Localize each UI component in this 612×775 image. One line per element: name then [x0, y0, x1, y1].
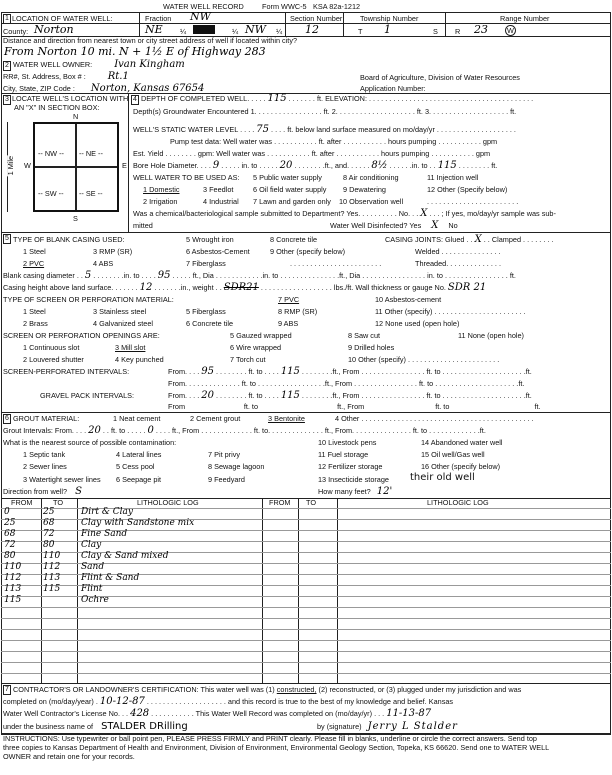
grout-rest: . . . . ft., From . . . . . . . . . . . . . ft. to. . . . . . . . . . . . . . ft., From. . . . . . . . . . . . . . . ft. to . . . . . . . . . . . . .ft.: [155, 426, 486, 435]
opening-option[interactable]: 6 Wire wrapped: [230, 343, 282, 352]
log-description[interactable]: Flint: [81, 584, 103, 595]
static-level-line: [133, 124, 516, 135]
use-option-selected[interactable]: 1 Domestic: [143, 185, 180, 194]
screen-option[interactable]: 1 Steel: [23, 307, 46, 316]
bore-line: [133, 160, 497, 171]
opening-option[interactable]: 4 Key punched: [115, 355, 164, 364]
contamination-option[interactable]: 7 Pit privy: [208, 450, 241, 459]
section-number: 2: [3, 61, 11, 71]
feet-line: [318, 486, 394, 498]
casing-other-blank[interactable]: . . . . . . . . . . . . . . . . . . . . . . .: [290, 259, 382, 268]
casing-option[interactable]: 1 Steel: [23, 247, 46, 256]
use-option[interactable]: 12 Other (Specify below): [427, 185, 508, 194]
record-completed-label: . . . . . . . . . . . This Water Well Record was completed on (mo/day/yr) . . .: [151, 709, 385, 718]
nw-quadrant[interactable]: -- NW --: [38, 149, 64, 158]
log-from[interactable]: 115: [4, 595, 22, 606]
township-s: S: [433, 27, 438, 36]
divider: [1, 232, 611, 233]
glued-mark[interactable]: X: [474, 234, 482, 245]
disinfected-line: [330, 220, 458, 231]
contamination-option[interactable]: 13 Insecticide storage: [318, 475, 389, 484]
use-option[interactable]: 3 Feedlot: [203, 185, 234, 194]
casing-option[interactable]: 8 Concrete tile: [270, 235, 318, 244]
opening-option[interactable]: 8 Saw cut: [348, 331, 381, 340]
license-value[interactable]: 428: [130, 708, 150, 719]
direction-line: [3, 486, 84, 498]
casing-joints-label: CASING JOINTS: Glued . .: [385, 235, 473, 244]
township-t: T: [358, 27, 363, 36]
divider: [285, 12, 286, 36]
contamination-option[interactable]: 2 Sewer lines: [23, 462, 67, 471]
west-label: W: [24, 161, 31, 170]
est-yield-text: Est. Yield . . . . . . . . gpm: Well water was . . . . . . . . . . . ft. after . . . . . . . . . . . hours pumping . . . . . . . . . . . gpm: [133, 149, 491, 158]
screen-option[interactable]: 4 Galvanized steel: [93, 319, 154, 328]
township-label: Township Number: [360, 14, 419, 23]
license-label: Water Well Contractor's License No. . .: [3, 709, 129, 718]
bore-and: . . . . . . . .ft., and. . . . . .: [294, 161, 370, 170]
welded-option[interactable]: Welded . . . . . . . . . . . . . . .: [415, 247, 501, 256]
est-yield-line: [133, 148, 490, 159]
bore-to: . . . . . in. to . . . . .: [221, 161, 278, 170]
screen-interval-line: [168, 366, 532, 378]
quarter-mark: ¼: [232, 27, 239, 36]
log-to[interactable]: 80: [43, 540, 55, 551]
screen-option[interactable]: 2 Brass: [23, 319, 48, 328]
section-number-label: Section Number: [290, 14, 343, 23]
gravel-from-value[interactable]: 20: [201, 390, 214, 401]
log-description[interactable]: Clay: [81, 540, 102, 551]
openings-label: SCREEN OR PERFORATION OPENINGS ARE:: [3, 331, 160, 340]
from-label: From. . . .: [168, 391, 200, 400]
log-to[interactable]: 110: [43, 551, 61, 562]
bore-depth-2[interactable]: 115: [437, 160, 457, 171]
record-completed-date[interactable]: 11-13-87: [386, 708, 432, 719]
header-log: LITHOLOGIC LOG: [137, 498, 199, 507]
bore-ft: . . . . . . . . ft.: [458, 161, 498, 170]
clamped-option[interactable]: . . Clamped . . . . . . . .: [483, 235, 554, 244]
section-number: 1: [3, 14, 11, 24]
log-from[interactable]: 113: [4, 584, 22, 595]
use-option[interactable]: 5 Public water supply: [253, 173, 322, 182]
form-number: Form WWC-5: [262, 2, 307, 11]
pump-test-line: [170, 136, 497, 147]
chem-sample-label: Was a chemical/bacteriological sample submitted to Department? Yes. . . . . . . . . . No. . .: [133, 209, 419, 218]
blank-casing-label: Blank casing diameter . .: [3, 271, 83, 280]
blank-casing-to: . . . . . . . .in. to . . . .: [93, 271, 156, 280]
city-label: City, State, ZIP Code :: [3, 84, 75, 93]
sw-quadrant[interactable]: -- SW --: [38, 189, 64, 198]
blank-casing-line: [3, 270, 516, 282]
casing-option-selected[interactable]: 2 PVC: [23, 259, 45, 268]
fraction-top-value[interactable]: NW: [190, 10, 211, 23]
blank-casing-rest: . . . . . ft., Dia . . . . . . . . . . . .in. to . . . . . . . . . . . . . . .ft., Dia . . . . . . . . . . . . . . . . in. to . . . . . . . . . . . . . . . . ft.: [172, 271, 516, 280]
opening-option-selected[interactable]: 3 Mill slot: [115, 343, 146, 352]
range-r: R: [455, 27, 461, 36]
header-to-2: TO: [306, 498, 317, 507]
county-label: County:: [3, 27, 29, 36]
section-number: 5: [3, 234, 11, 244]
contamination-option[interactable]: 14 Abandoned water well: [421, 438, 503, 447]
divider: [128, 93, 129, 232]
grout-option[interactable]: 4 Other . . . . . . . . . . . . . . . . . . . . . . . . . . . . . . . . . . . . . . . . . . .: [335, 414, 534, 423]
business-line: [3, 721, 190, 733]
header-from: FROM: [11, 498, 33, 507]
chem-no-mark[interactable]: X: [420, 208, 428, 219]
log-description[interactable]: Ochre: [81, 595, 109, 606]
use-option[interactable]: 2 Irrigation: [143, 197, 178, 206]
location-label: LOCATION OF WATER WELL:: [12, 14, 113, 23]
range-direction-circled[interactable]: W: [507, 26, 514, 35]
form-title: WATER WELL RECORD: [163, 2, 244, 11]
casing-weight-struck[interactable]: SDR21: [223, 282, 259, 293]
contamination-option[interactable]: 9 Feedyard: [208, 475, 245, 484]
completed-rest: . . . . . . . . . . . . . . . . . . . . and this record is true to the best of my knowledge and belief. Kansas: [146, 697, 454, 706]
log-from[interactable]: 25: [4, 518, 16, 529]
screen-option[interactable]: 11 Other (specify) . . . . . . . . . . . . . . . . . . . . . . .: [375, 307, 526, 316]
casing-height-label: Casing height above land surface. . . . . . .: [3, 283, 138, 292]
north-label: N: [73, 112, 79, 121]
log-description[interactable]: Flint & Sand: [81, 573, 140, 584]
address-label: RR#, St. Address, Box # :: [3, 72, 86, 81]
header-log-2: LITHOLOGIC LOG: [427, 498, 489, 507]
divider: [298, 499, 299, 684]
divider: [262, 499, 263, 684]
divider: [1, 412, 611, 413]
distance-label: Distance and direction from nearest town or city street address of well if located within city?: [3, 36, 298, 45]
static-level-label: WELL'S STATIC WATER LEVEL . . . .: [133, 125, 255, 134]
ft-to-label: . . . . . . . . ft. to . . . .: [215, 391, 279, 400]
section-number: 4: [131, 95, 139, 105]
instructions-line: three copies to Kansas Department of Health and Environment, Division of Environment, Environmental Geology Section, Topeka, KS 66620. Send one to WATER WELL: [3, 743, 550, 752]
fraction-c-value[interactable]: NW: [245, 23, 266, 36]
screen-from-value[interactable]: 95: [201, 366, 214, 377]
static-level-value[interactable]: 75: [256, 124, 270, 135]
section-number: 7: [3, 685, 11, 695]
lithologic-log-table: [1, 498, 611, 684]
log-description[interactable]: Dirt & Clay: [81, 507, 133, 518]
application-number-label: Application Number:: [360, 84, 426, 93]
locate-label: LOCATE WELL'S LOCATION WITH: [12, 94, 129, 103]
contamination-option[interactable]: 16 Other (specify below): [421, 462, 501, 471]
east-label: E: [122, 161, 127, 170]
signature-line: [317, 721, 460, 733]
casing-option[interactable]: 6 Asbestos-Cement: [186, 247, 250, 256]
row-divider: [1, 673, 611, 674]
bore-diameter-2[interactable]: 8½: [371, 160, 388, 171]
interval-rest: . . . . . . . .ft., From . . . . . . . . . . . . . . . . ft. to . . . . . . . . . . . . . . . . . . . . .ft.: [301, 367, 532, 376]
row-divider: [1, 618, 611, 619]
bore-label: Bore Hole Diameter. . . .: [133, 161, 211, 170]
fraction-label: Fraction: [145, 14, 172, 23]
redaction-mark: [193, 25, 215, 34]
disinfected-yes-mark[interactable]: X: [431, 220, 439, 231]
casing-height-line: [3, 282, 488, 294]
screen-option[interactable]: 12 None used (open hole): [375, 319, 460, 328]
mile-label: 1 Mile: [6, 155, 16, 176]
contamination-option[interactable]: 3 Watertight sewer lines: [23, 475, 101, 484]
instructions-line: INSTRUCTIONS: Use typewriter or ball point pen, PLEASE PRESS FIRMLY and PRINT clearly. Please fill in blanks, underline or circle the correct answers. Send top: [3, 734, 537, 743]
depth-label: DEPTH OF COMPLETED WELL. . . . .: [141, 94, 266, 103]
screen-option-selected[interactable]: 7 PVC: [278, 295, 300, 304]
use-option[interactable]: 7 Lawn and garden only: [253, 197, 331, 206]
divider: [445, 12, 446, 36]
grout-option-selected[interactable]: 3 Bentonite: [268, 414, 305, 423]
opening-option[interactable]: 10 Other (specify) . . . . . . . . . . . . . . . . . . . . . . .: [348, 355, 500, 364]
opening-option[interactable]: 5 Gauzed wrapped: [230, 331, 292, 340]
gauge-value[interactable]: SDR 21: [447, 282, 487, 293]
opening-option[interactable]: 11 None (open hole): [458, 331, 524, 340]
casing-option[interactable]: 3 RMP (SR): [93, 247, 133, 256]
screen-option[interactable]: 5 Fiberglass: [186, 307, 226, 316]
certification-line: [13, 684, 521, 696]
divider: [35, 166, 117, 168]
address-line: [3, 71, 131, 83]
depth-value[interactable]: 115: [267, 93, 287, 104]
log-from[interactable]: 0: [4, 507, 10, 518]
casing-weight-label: . . . . . . .in., weight . .: [154, 283, 222, 292]
quarter-mark: ¼: [180, 27, 187, 36]
signature[interactable]: Jerry L Stalder: [367, 721, 458, 732]
direction-value[interactable]: S: [75, 486, 82, 497]
other-contamination-value[interactable]: their old well: [410, 472, 475, 483]
casing-height-value[interactable]: 12: [139, 282, 153, 293]
log-from[interactable]: 72: [4, 540, 16, 551]
row-divider: [1, 651, 611, 652]
log-from[interactable]: 80: [4, 551, 16, 562]
header-from-2: FROM: [269, 498, 291, 507]
gravel-interval-line: [168, 390, 532, 402]
bore-depth-1[interactable]: 20: [279, 160, 293, 171]
board-label: Board of Agriculture, Division of Water Resources: [360, 73, 520, 82]
contamination-option[interactable]: 6 Seepage pit: [116, 475, 162, 484]
ft-to-label: . . . . . . . . ft. to . . . .: [215, 367, 279, 376]
disinfected-label: Water Well Disinfected? Yes: [330, 221, 422, 230]
log-description[interactable]: Sand: [81, 562, 105, 573]
distance-value[interactable]: From Norton 10 mi. N + 1½ E of Highway 283: [4, 45, 266, 58]
groundwater-label: Depth(s) Groundwater Encountered 1. . . . . . . . . . . . . . . . . ft. 2. . . . . . . . . . . . . . . . . . . . ft. 3. . . . . . . . . . . . . . . . . . . . ft.: [133, 107, 517, 116]
screen-option[interactable]: 6 Concrete tile: [186, 319, 234, 328]
screen-to-value[interactable]: 115: [280, 366, 300, 377]
groundwater-line: [133, 106, 516, 117]
grout-from-value[interactable]: 20: [88, 425, 101, 436]
section-number: 6: [3, 414, 11, 424]
gravel-to-value[interactable]: 115: [280, 390, 300, 401]
mitted-label: mitted: [133, 221, 153, 230]
gravel-blank[interactable]: From ft. to ft., From ft. to ft.: [168, 402, 541, 411]
business-name-value[interactable]: STALDER DRilling: [101, 721, 188, 732]
gravel-pack-label: GRAVEL PACK INTERVALS:: [40, 391, 135, 400]
section-number-value[interactable]: 12: [305, 23, 319, 36]
chem-sample-line: [133, 208, 556, 219]
direction-label: Direction from well?: [3, 487, 68, 496]
bore-diameter-1[interactable]: 9: [212, 160, 220, 171]
elevation-label: . . . . . . . ft. ELEVATION: . . . . . . . . . . . . . . . . . . . . . . . . . . . . . . . . . . . . . . . . .: [288, 94, 534, 103]
fraction-a-value[interactable]: NE: [145, 23, 163, 36]
log-from[interactable]: 110: [4, 562, 22, 573]
interval-rest: . . . . . . . .ft., From . . . . . . . . . . . . . . . . ft. to . . . . . . . . . . . . . . . . . . . . .ft.: [301, 391, 532, 400]
south-label: S: [73, 214, 78, 223]
quarter-mark: ¼: [276, 27, 283, 36]
contamination-option[interactable]: 8 Sewage lagoon: [208, 462, 265, 471]
se-quadrant[interactable]: -- SE --: [79, 189, 103, 198]
completed-label: completed on (mo/day/year) .: [3, 697, 98, 706]
use-label: WELL WATER TO BE USED AS:: [133, 173, 240, 182]
blank-casing-diameter[interactable]: 5: [84, 270, 92, 281]
license-line: [3, 708, 433, 720]
log-description[interactable]: Fine Sand: [81, 529, 128, 540]
feet-label: How many feet?: [318, 487, 371, 496]
casing-joints-line: [385, 234, 553, 246]
row-divider: [1, 662, 611, 663]
opening-option[interactable]: 2 Louvered shutter: [23, 355, 84, 364]
grout-option[interactable]: 1 Neat cement: [113, 414, 161, 423]
divider: [343, 12, 344, 36]
mitted-line: [133, 220, 153, 231]
use-option[interactable]: 6 Oil field water supply: [253, 185, 327, 194]
contamination-option[interactable]: 1 Septic tank: [23, 450, 66, 459]
header-to: TO: [53, 498, 64, 507]
screen-intervals-label: SCREEN-PERFORATED INTERVALS:: [3, 367, 130, 376]
contamination-label: What is the nearest source of possible contamination:: [3, 438, 177, 447]
log-from[interactable]: 68: [4, 529, 16, 540]
blank-casing-depth[interactable]: 95: [157, 270, 171, 281]
grout-to-value[interactable]: 0: [147, 425, 154, 436]
grout-option[interactable]: 2 Cement grout: [190, 414, 241, 423]
opening-option[interactable]: 1 Continuous slot: [23, 343, 80, 352]
divider: [337, 499, 338, 684]
contamination-option[interactable]: 10 Livestock pens: [318, 438, 377, 447]
grout-intervals-label: Grout Intervals: From. . . .: [3, 426, 87, 435]
grout-label: GROUT MATERIAL:: [13, 414, 80, 423]
divider: [41, 499, 42, 684]
threaded-option[interactable]: Threaded. . . . . . . . . . . . . .: [415, 259, 501, 268]
constructed-selected[interactable]: constructed,: [276, 685, 317, 694]
disinfected-no[interactable]: No: [448, 221, 458, 230]
opening-option[interactable]: 9 Drilled holes: [348, 343, 395, 352]
owner-value[interactable]: Ivan Kingham: [114, 59, 185, 70]
county-value[interactable]: Norton: [34, 23, 74, 36]
pump-test-text: Pump test data: Well water was . . . . . . . . . . . ft. after . . . . . . . . . . . hours pumping . . . . . . . . . . . gpm: [170, 137, 498, 146]
from-label: From. . . .: [168, 367, 200, 376]
grout-to-label: . . ft. to . . . . .: [102, 426, 146, 435]
interval-blank[interactable]: From. . . . . . . . . . . . . . ft. to . . . . . . . . . . . . . . . . .ft., From . . . . . . . . . . . . . . . . ft. to . . . . . . . . . . . . . . . . . . . . .ft.: [168, 379, 525, 388]
wall-thickness-label: . . . . . . . . . . . . . . . . . . lbs./ft. Wall thickness or gauge No.: [260, 283, 446, 292]
contamination-option[interactable]: 11 Fuel storage: [318, 450, 369, 459]
divider: [77, 499, 78, 684]
address-value[interactable]: Rt.1: [107, 71, 129, 82]
range-value[interactable]: 23: [474, 23, 488, 36]
static-level-rest: . . . . ft. below land surface measured on mo/day/yr . . . . . . . . . . . . . . . . . . . .: [271, 125, 516, 134]
bore-in: . . . . . .in. to . .: [389, 161, 436, 170]
log-description[interactable]: Clay with Sandstone mix: [81, 518, 195, 529]
screen-option[interactable]: 9 ABS: [278, 319, 299, 328]
contamination-option[interactable]: 5 Cess pool: [116, 462, 155, 471]
log-description[interactable]: Clay & Sand mixed: [81, 551, 169, 562]
locate-label-2: AN "X" IN SECTION BOX:: [14, 103, 100, 112]
chem-sample-rest: . . . ; If yes, mo/day/yr sample was sub-: [429, 209, 556, 218]
ksa-reference: KSA 82a-1212: [313, 2, 361, 11]
owner-line: [13, 59, 187, 71]
depth-line: [141, 93, 533, 104]
screen-option[interactable]: 8 RMP (SR): [278, 307, 318, 316]
use-option[interactable]: 8 Air conditioning: [343, 173, 399, 182]
casing-option[interactable]: 5 Wrought iron: [186, 235, 234, 244]
screen-material-label: TYPE OF SCREEN OR PERFORATION MATERIAL:: [3, 295, 174, 304]
row-divider: [1, 640, 611, 641]
completed-date[interactable]: 10-12-87: [99, 696, 145, 707]
row-divider: [1, 607, 611, 608]
township-value[interactable]: 1: [384, 23, 391, 36]
opening-option[interactable]: 7 Torch cut: [230, 355, 266, 364]
range-label: Range Number: [500, 14, 550, 23]
certification-label: CONTRACTOR'S OR LANDOWNER'S CERTIFICATION: This water well was (1): [13, 685, 275, 694]
signature-label: by (signature): [317, 722, 362, 731]
log-to[interactable]: 115: [43, 584, 61, 595]
screen-option[interactable]: 10 Asbestos-cement: [375, 295, 442, 304]
casing-option[interactable]: 9 Other (specify below): [270, 247, 346, 256]
casing-option[interactable]: 4 ABS: [93, 259, 114, 268]
log-from[interactable]: 112: [4, 573, 22, 584]
feet-value[interactable]: 12': [376, 486, 393, 497]
ne-quadrant[interactable]: -- NE --: [79, 149, 103, 158]
owner-label: WATER WELL OWNER:: [13, 60, 93, 69]
contamination-option[interactable]: 4 Lateral lines: [116, 450, 162, 459]
log-to[interactable]: 72: [43, 529, 55, 540]
log-to[interactable]: 68: [43, 518, 55, 529]
casing-option[interactable]: 7 Fiberglass: [186, 259, 226, 268]
use-option[interactable]: 10 Observation well: [339, 197, 404, 206]
use-other-blank[interactable]: . . . . . . . . . . . . . . . . . . . . . . .: [427, 197, 519, 206]
use-option[interactable]: 11 Injection well: [427, 173, 479, 182]
casing-label: TYPE OF BLANK CASING USED:: [13, 235, 125, 244]
log-to[interactable]: 113: [43, 573, 61, 584]
use-option[interactable]: 4 Industrial: [203, 197, 239, 206]
city-value[interactable]: Norton, Kansas 67654: [90, 83, 205, 94]
business-name-label: under the business name of: [3, 722, 94, 731]
screen-option[interactable]: 3 Stainless steel: [93, 307, 147, 316]
use-option[interactable]: 9 Dewatering: [343, 185, 386, 194]
contamination-option[interactable]: 12 Fertilizer storage: [318, 462, 383, 471]
instructions-line: OWNER and retain one for your records.: [3, 752, 135, 761]
log-to[interactable]: 112: [43, 562, 61, 573]
row-divider: [1, 629, 611, 630]
completed-line: [3, 696, 453, 708]
certification-rest: (2) reconstructed, or (3) plugged under my jurisdiction and was: [318, 685, 522, 694]
contamination-option[interactable]: 15 Oil well/Gas well: [421, 450, 485, 459]
section-box[interactable]: [33, 122, 119, 212]
log-to[interactable]: 25: [43, 507, 55, 518]
grout-intervals-line: [3, 425, 486, 437]
section-number: 3: [3, 95, 11, 105]
divider: [139, 12, 140, 36]
